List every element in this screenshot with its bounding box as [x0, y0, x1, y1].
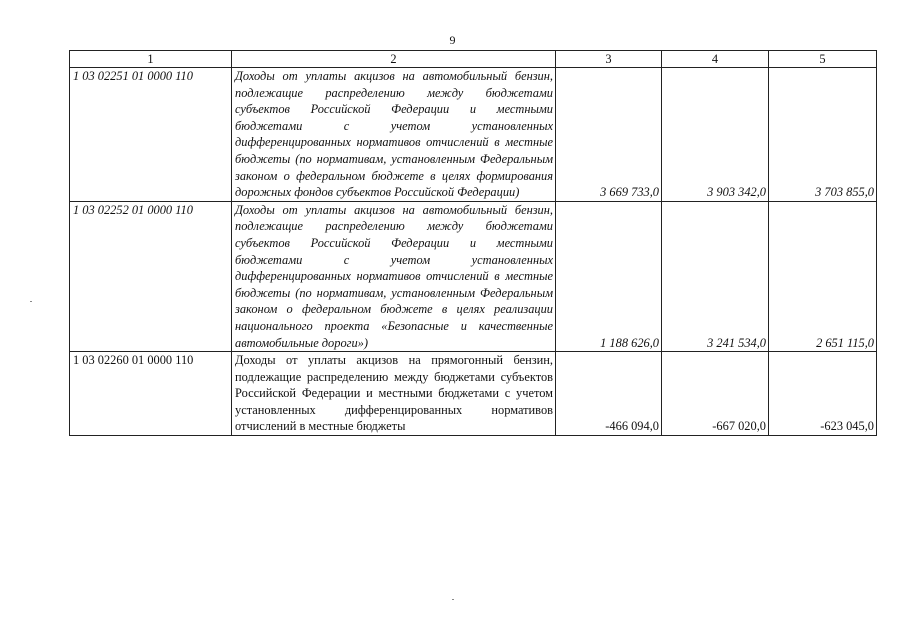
column-header-1: 1 — [70, 51, 232, 68]
budget-code-cell: 1 03 02251 01 0000 110 — [70, 68, 232, 202]
column-header-5: 5 — [769, 51, 877, 68]
description-cell: Доходы от уплаты акцизов на автомобильный бензин, подлежащие распределению между бюджетами субъектов Российской Федерации и местными бюджетами с учетом установленных дифференцированных нормативов отчислений в местные бюджеты (по нормативам, установленным Федеральным законом о федеральном бюджете в целях реализации национального проекта «Безопасные и качественные автомобильные дороги») — [232, 201, 556, 351]
description-cell: Доходы от уплаты акцизов на прямогонный бензин, подлежащие распределению между бюджетами субъектов Российской Федерации и местными бюджетами с учетом установленных дифференцированных нормативов отчислений в местные бюджеты — [232, 352, 556, 436]
scan-speck — [452, 599, 454, 600]
amount-col5-cell: 3 703 855,0 — [769, 68, 877, 202]
amount-col4-cell: 3 241 534,0 — [662, 201, 769, 351]
scan-speck — [30, 301, 32, 302]
page-number: 9 — [449, 33, 456, 47]
table-row — [70, 201, 877, 351]
amount-col3-cell: 3 669 733,0 — [556, 68, 662, 202]
table-row — [70, 352, 877, 436]
amount-col5-cell: 2 651 115,0 — [769, 201, 877, 351]
table-row — [70, 68, 877, 202]
column-header-3: 3 — [556, 51, 662, 68]
budget-code-cell: 1 03 02252 01 0000 110 — [70, 201, 232, 351]
amount-col4-cell: -667 020,0 — [662, 352, 769, 436]
amount-col4-cell: 3 903 342,0 — [662, 68, 769, 202]
description-cell: Доходы от уплаты акцизов на автомобильный бензин, подлежащие распределению между бюджетами субъектов Российской Федерации и местными бюджетами с учетом установленных дифференцированных нормативов отчислений в местные бюджеты (по нормативам, установленным Федеральным законом о федеральном бюджете в целях формирования дорожных фондов субъектов Российской Федерации) — [232, 68, 556, 202]
amount-col3-cell: 1 188 626,0 — [556, 201, 662, 351]
column-header-4: 4 — [662, 51, 769, 68]
column-header-2: 2 — [232, 51, 556, 68]
budget-revenue-table — [69, 50, 877, 436]
budget-code-cell: 1 03 02260 01 0000 110 — [70, 352, 232, 436]
header-row — [70, 51, 877, 68]
amount-col3-cell: -466 094,0 — [556, 352, 662, 436]
amount-col5-cell: -623 045,0 — [769, 352, 877, 436]
